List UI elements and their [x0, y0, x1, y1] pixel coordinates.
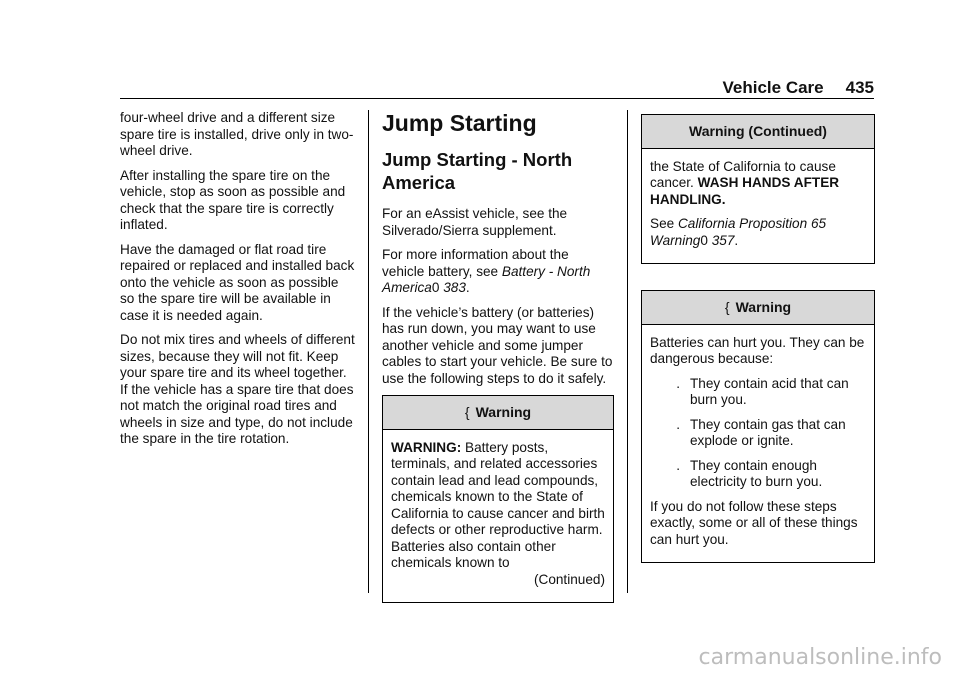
paragraph [382, 247, 614, 297]
column-2 [382, 110, 614, 629]
page-header [723, 78, 875, 98]
warning-header: Warning (Continued) [642, 115, 874, 149]
list-item [650, 376, 866, 409]
paragraph: For an eAssist vehicle, see the Silverado/Sierra supplement. [382, 206, 568, 238]
warning-box [641, 290, 875, 563]
cross-reference-link[interactable]: California Proposition 65 Warning [650, 216, 827, 248]
warning-box [382, 395, 614, 603]
paragraph: four-wheel drive and a different size spare tire is installed, drive only in two-wheel drive. [120, 110, 354, 158]
list-item [650, 458, 866, 491]
bullet-icon: . [676, 416, 680, 432]
text: . [734, 232, 739, 248]
paragraph: After installing the spare tire on the vehicle, stop as soon as possible and check that the spare tire is correctly inflated. [120, 167, 346, 232]
cross-reference-link[interactable]: Battery - North America [382, 263, 591, 295]
bullet-icon: . [676, 457, 680, 473]
column-divider [627, 110, 628, 593]
warning-title: Warning [735, 299, 792, 315]
ref-page[interactable]: 383 [443, 280, 466, 295]
warning-icon: { [724, 299, 730, 315]
subsection-heading: Jump Starting - North America [382, 149, 573, 193]
list-item [650, 417, 866, 450]
text: Battery posts, terminals, and related accessories contain lead and lead compounds, chemicals known to the State of California to cause cancer and birth defects or other reproductive harm. Batteries also contain other chemicals known to [391, 439, 605, 570]
watermark: carmanualsonline.info [698, 645, 942, 670]
section-title: Vehicle Care [722, 78, 824, 97]
warning-continued-box [641, 114, 875, 264]
text: For more information about the vehicle battery, see [382, 247, 569, 279]
page-number: 435 [845, 78, 874, 97]
warning-header [642, 291, 874, 325]
warning-icon: { [464, 404, 470, 420]
warning-lead: WARNING: [391, 439, 462, 455]
list-text: They contain gas that can explode or ignite. [690, 416, 846, 448]
ref-arrow-icon: 0 [700, 232, 708, 248]
bold-text: WASH HANDS AFTER HANDLING. [650, 175, 840, 207]
warning-title: Warning [475, 404, 532, 420]
warning-header [383, 396, 613, 430]
text: . [465, 280, 470, 295]
section-heading: Jump Starting [382, 110, 537, 136]
warning-text: If you do not follow these steps exactly, some or all of these things can hurt you. [650, 498, 858, 547]
list-text: They contain acid that can burn you. [690, 375, 849, 407]
reference [650, 216, 866, 249]
warning-text [650, 159, 866, 209]
bullet-list [650, 376, 866, 491]
list-text: They contain enough electricity to burn you. [690, 457, 823, 489]
column-1 [120, 110, 356, 456]
warning-text [391, 440, 605, 572]
ref-arrow-icon: 0 [431, 280, 440, 295]
continued-label: (Continued) [533, 571, 605, 587]
bullet-icon: . [676, 375, 680, 391]
ref-page[interactable]: 357 [711, 232, 735, 248]
text: the State of California to cause cancer. [650, 158, 836, 190]
paragraph: If the vehicle’s battery (or batteries) has run down, you may want to use another vehicle and some jumper cables to start your vehicle. Be sure to use the following steps to do it safely. [382, 304, 613, 386]
paragraph: Have the damaged or flat road tire repaired or replaced and installed back onto the vehicle as soon as possible so the spare tire will be available in case it is needed again. [120, 241, 355, 323]
column-3 [641, 114, 875, 589]
text: See [650, 216, 678, 231]
warning-text: Batteries can hurt you. They can be dangerous because: [650, 334, 865, 366]
header-rule [120, 98, 874, 99]
column-divider [368, 110, 369, 593]
paragraph: Do not mix tires and wheels of different sizes, because they will not fit. Keep your spare tire and its wheel together. If the vehicle has a spare tire that does not match the original road tires and wheels in size and type, do not include the spare in the tire rotation. [120, 332, 355, 446]
